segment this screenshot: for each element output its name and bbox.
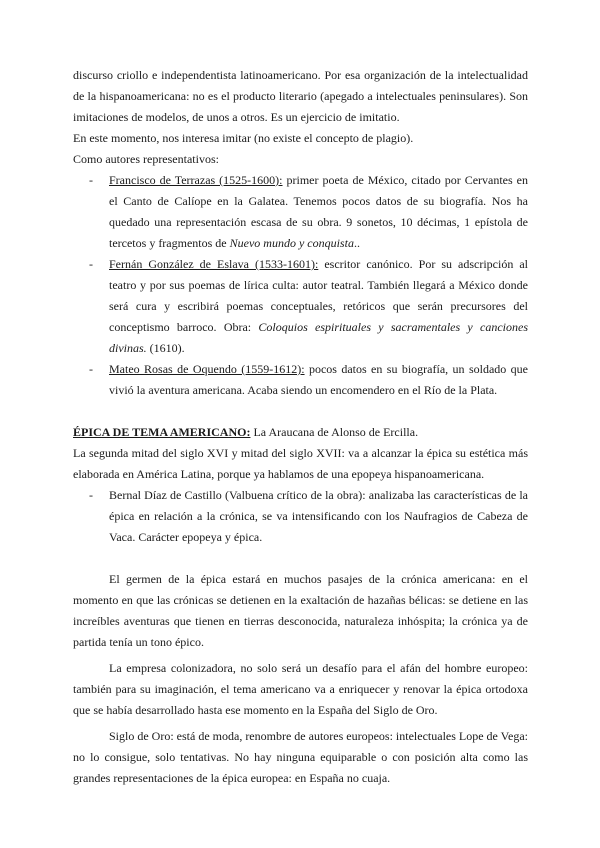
section-heading: ÉPICA DE TEMA AMERICANO: bbox=[73, 425, 251, 439]
bullet-dash: - bbox=[89, 173, 93, 187]
section-list bbox=[73, 485, 528, 548]
author-description: pocos datos en su biografía, un soldado que vivió la aventura americana. Acaba siendo un encomendero en el Río de la Plata. bbox=[109, 362, 528, 397]
author-item bbox=[73, 254, 528, 359]
section-bullet-item bbox=[73, 485, 528, 548]
body-paragraph: La empresa colonizadora, no solo será un desafío para el afán del hombre europeo: también para su imaginación, el tema americano va a enriquecer y renovar la épica ortodoxa que se había desarrollado hasta ese momento en la España del Siglo de Oro. bbox=[73, 661, 528, 717]
intro-paragraph: Como autores representativos: bbox=[73, 152, 219, 166]
author-name: Mateo Rosas de Oquendo (1559-1612): bbox=[109, 362, 305, 376]
bullet-dash: - bbox=[89, 488, 93, 502]
body-paragraph: El germen de la épica estará en muchos pasajes de la crónica americana: en el momento en que las crónicas se detienen en la exaltación de hazañas bélicas: se detiene en las increíbles aventuras que tienen en tierras desconocida, naturaleza inhóspita; la crónica ya de partida tenía un tono épico. bbox=[73, 572, 528, 649]
author-description: primer poeta de México, citado por Cervantes en el Canto de Calíope en la Galatea. Tenemos pocos datos de su biografía. Nos ha quedado una representación escasa de su obra. 9 sonetos, 10 décimas, 1 epístola de tercetos y fragmentos de bbox=[109, 173, 528, 250]
authors-list bbox=[73, 170, 528, 401]
section-bullet-text: Bernal Díaz de Castillo (Valbuena crítico de la obra): analizaba las características de la épica en relación a la crónica, se va intensificando con los Naufragios de Cabeza de Vaca. Carácter epopeya y épica. bbox=[109, 488, 528, 544]
section-paragraph: La segunda mitad del siglo XVI y mitad del siglo XVII: va a alcanzar la épica su estética más elaborada en América Latina, porque ya hablamos de una epopeya hispanoamericana. bbox=[73, 446, 528, 481]
body-paragraph: Siglo de Oro: está de moda, renombre de autores europeos: intelectuales Lope de Vega: no lo consigue, solo tentativas. No hay ninguna equiparable o con posición alta como las grandes representaciones de la épica europea: en España no cuaja. bbox=[73, 729, 528, 785]
author-item bbox=[73, 359, 528, 401]
bullet-dash: - bbox=[89, 257, 93, 271]
author-name: Francisco de Terrazas (1525-1600): bbox=[109, 173, 283, 187]
intro-paragraph: En este momento, nos interesa imitar (no existe el concepto de plagio). bbox=[73, 131, 414, 145]
author-tail: .. bbox=[353, 236, 360, 250]
section-title bbox=[73, 422, 528, 443]
bullet-dash: - bbox=[89, 362, 93, 376]
section-subtitle: La Araucana de Alonso de Ercilla. bbox=[250, 425, 419, 439]
author-tail: (1610). bbox=[146, 341, 185, 355]
author-name: Fernán González de Eslava (1533-1601): bbox=[109, 257, 319, 271]
spacer bbox=[73, 548, 528, 569]
spacer bbox=[73, 401, 528, 422]
work-title: Nuevo mundo y conquista bbox=[229, 236, 354, 250]
author-description: escritor canónico. Por su adscripción al teatro y por sus poemas de lírica culta: autor teatral. También llegará a México donde será cura y escribirá poemas conceptuales, retóricos que serán precursores del conceptismo barroco. Obra: bbox=[109, 257, 528, 334]
author-item bbox=[73, 170, 528, 254]
work-title: Coloquios espirituales y sacramentales y canciones divinas. bbox=[109, 320, 529, 355]
page-content bbox=[73, 65, 528, 789]
intro-paragraph: discurso criollo e independentista latinoamericano. Por esa organización de la intelectualidad de la hispanoamericana: no es el producto literario (apegado a intelectuales peninsulares). Son imitaciones de modelos, de unos a otros. Es un ejercicio de imitatio. bbox=[73, 68, 528, 124]
